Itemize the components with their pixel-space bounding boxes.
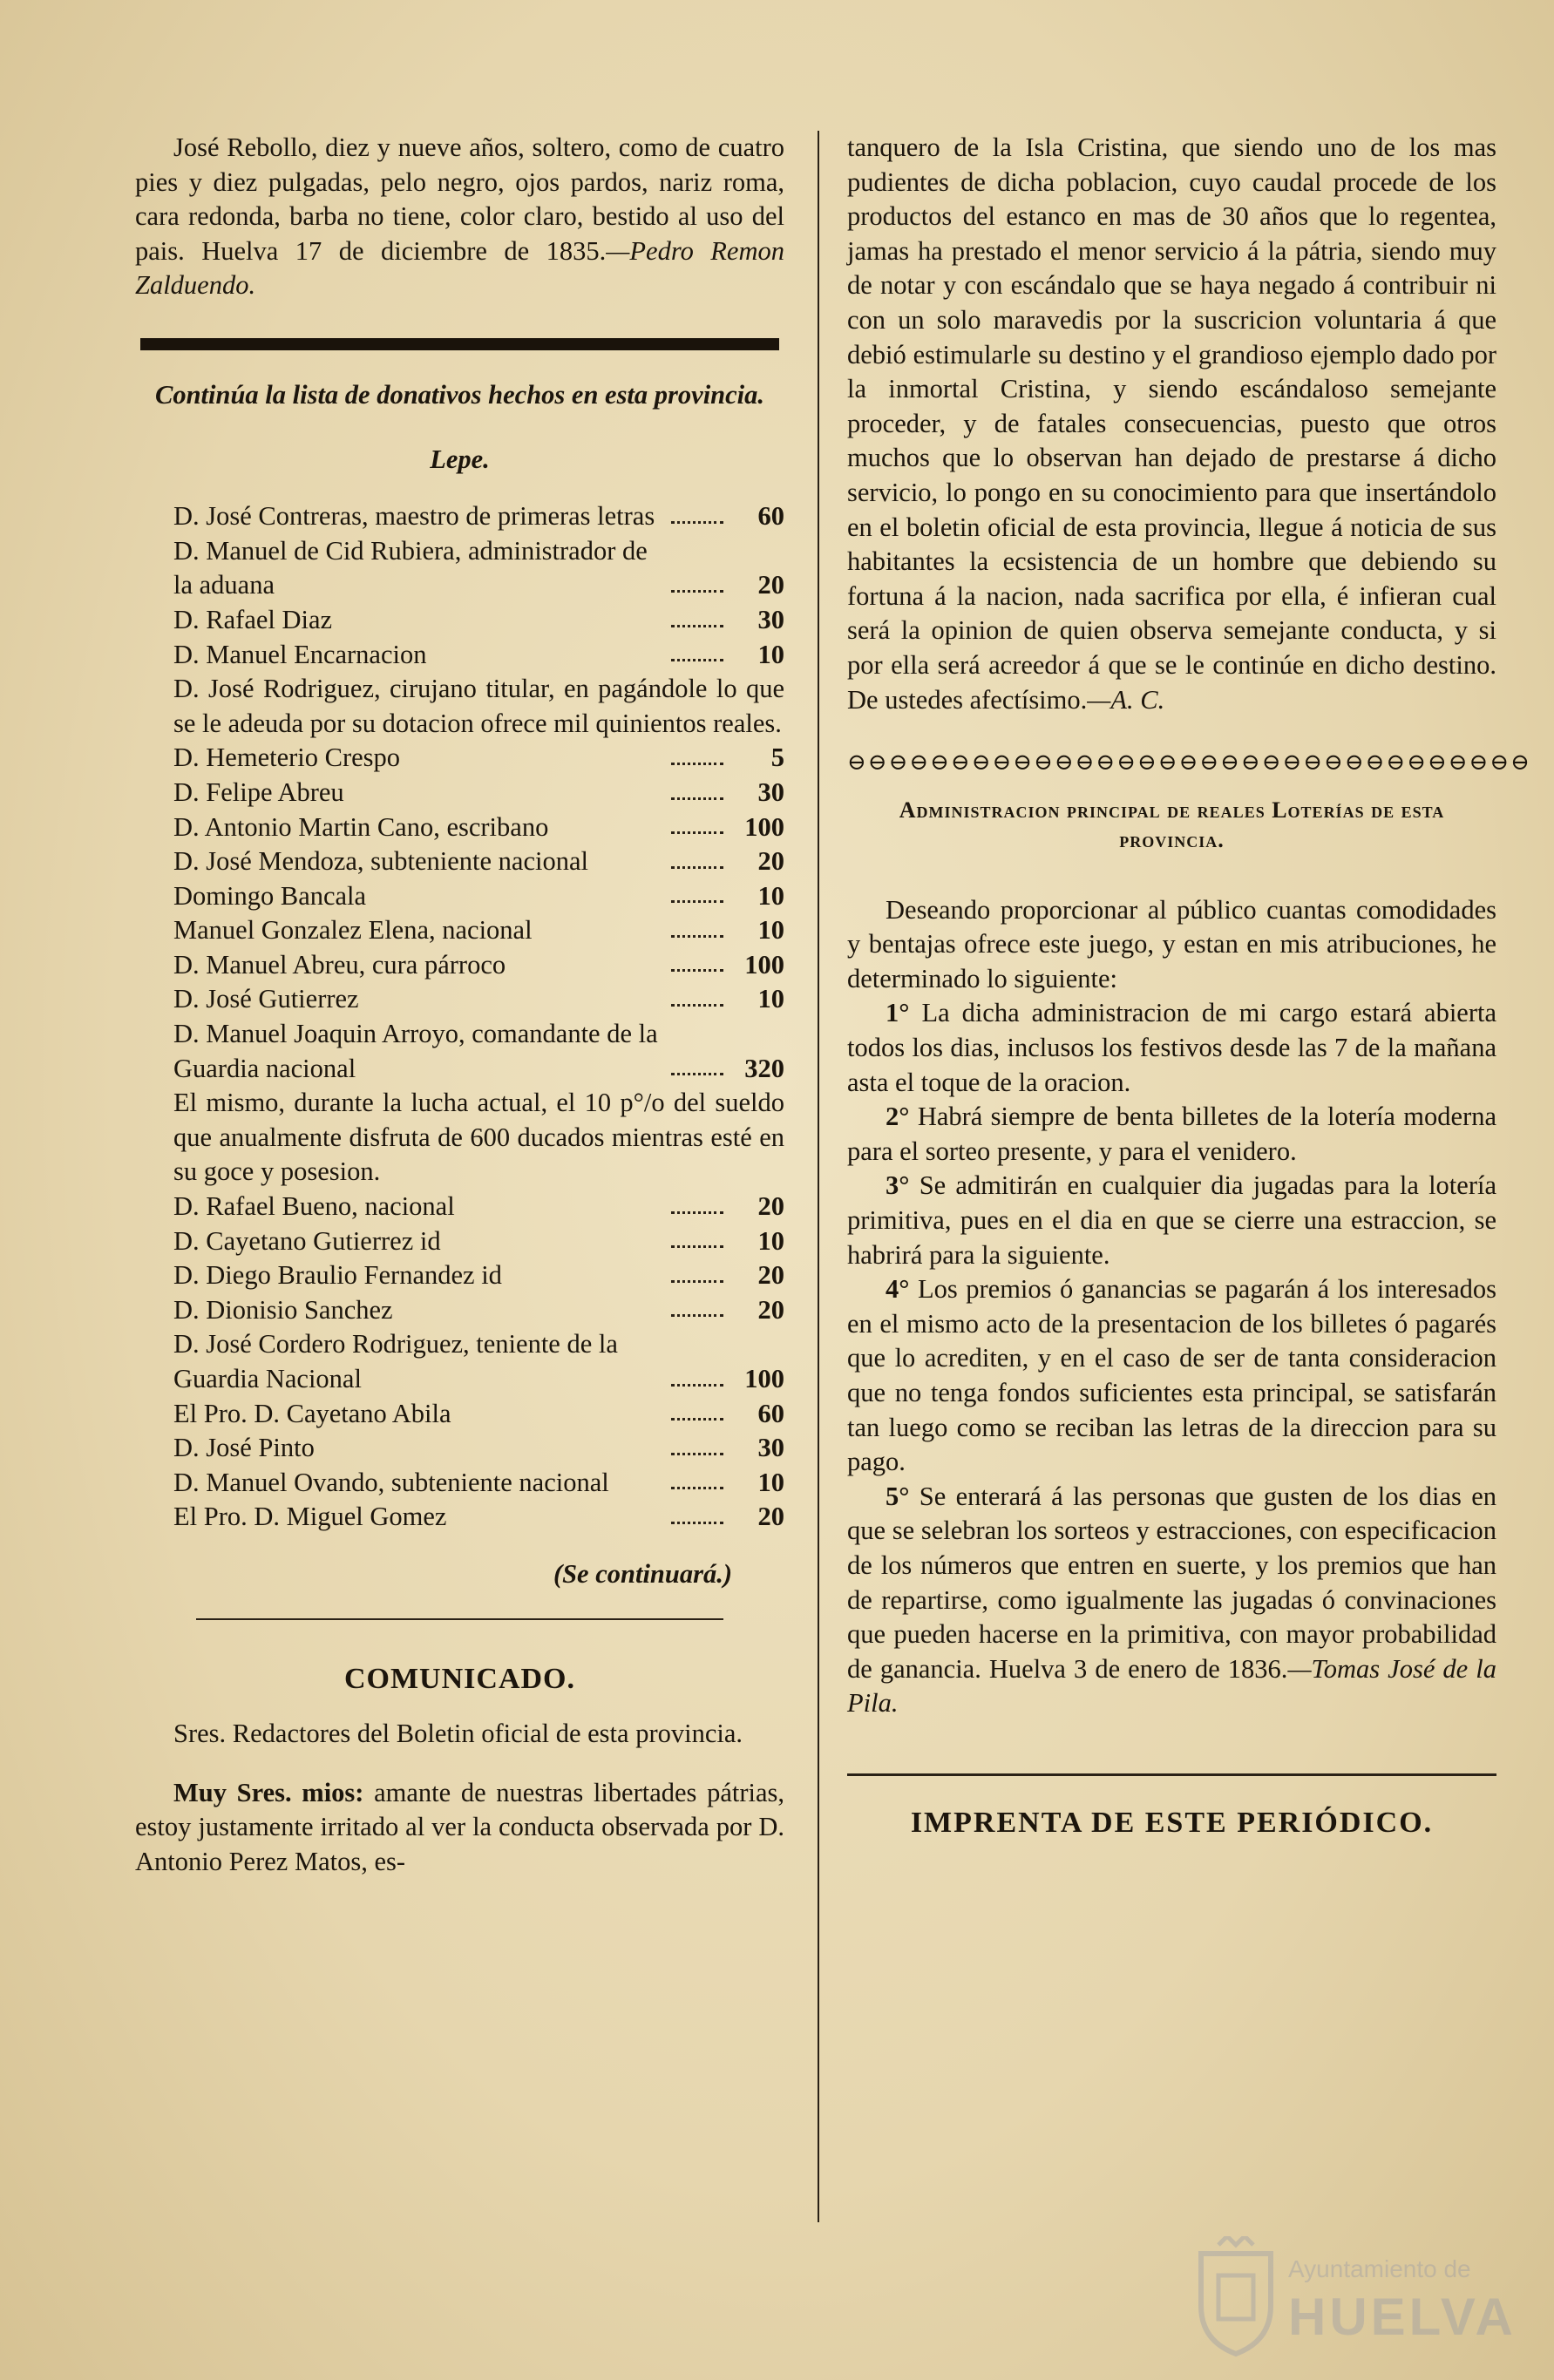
leader-dots bbox=[671, 1409, 723, 1421]
leader-dots bbox=[671, 926, 723, 938]
donation-amount: 20 bbox=[757, 570, 784, 600]
column-divider bbox=[818, 131, 819, 2222]
leader-dots bbox=[671, 1478, 723, 1489]
lottery-admin-title: Administracion principal de reales Loterías de esta provincia. bbox=[899, 797, 1445, 852]
letter-continuation bbox=[847, 131, 1496, 717]
donor-name: D. Diego Braulio Fernandez id bbox=[173, 1260, 502, 1291]
leader-dots bbox=[671, 1444, 723, 1455]
donor-name: D. José Cordero Rodriguez, teniente de la Guardia Nacional bbox=[173, 1329, 618, 1393]
letter-lead: Muy Sres. mios: bbox=[173, 1777, 364, 1807]
left-column bbox=[135, 131, 784, 1880]
donor-name: D. Manuel Joaquin Arroyo, comandante de la Guardia nacional bbox=[173, 1019, 658, 1083]
donor-name: El Pro. D. Cayetano Abila bbox=[173, 1398, 451, 1428]
lottery-item-number: 1° bbox=[886, 998, 910, 1028]
lottery-item-number: 4° bbox=[886, 1274, 910, 1305]
leader-dots bbox=[671, 1271, 723, 1283]
donor-name: El Pro. D. Miguel Gomez bbox=[173, 1502, 447, 1532]
comunicado-title: COMUNICADO. bbox=[343, 1662, 576, 1695]
leader-dots bbox=[671, 858, 723, 869]
lottery-item-text: Habrá siempre de benta billetes de la lotería moderna para el sorteo presente, y para el venidero. bbox=[847, 1102, 1497, 1166]
watermark-top-text: Ayuntamiento de bbox=[1288, 2255, 1471, 2282]
coat-of-arms-icon bbox=[1192, 2236, 1279, 2358]
donation-row bbox=[135, 1327, 784, 1396]
donation-amount: 10 bbox=[757, 639, 784, 669]
donor-name: D. Manuel Ovando, subteniente nacional bbox=[173, 1467, 609, 1497]
donation-row bbox=[135, 913, 784, 948]
donation-amount: 320 bbox=[744, 1053, 784, 1083]
donor-name: D. José Contreras, maestro de primeras letras bbox=[173, 501, 655, 532]
intro-text: José Rebollo, diez y nueve años, soltero, como de cuatro pies y diez pulgadas, pelo negro, ojos pardos, nariz roma, cara redonda, barba no tiene, color claro, bestido al uso del pais. Huelva 17 de diciembre de 1835. bbox=[135, 132, 784, 266]
donor-name: El mismo, durante la lucha actual, el 10 p°/o del sueldo que anualmente disfruta de 600 ducados mientras esté en su goce y posesion. bbox=[173, 1088, 784, 1187]
lottery-item bbox=[847, 1272, 1496, 1480]
lottery-item-text: Los premios ó ganancias se pagarán á los interesados en el mismo acto de la presentacion de los billetes ó pagarés que lo acrediten, y en el caso de ser de tanta consideracion que no tenga fondos suficientes esta principal, se satisfarán tan luego como se reciban las letras de la direccion para su pago. bbox=[847, 1274, 1496, 1477]
donation-amount: 60 bbox=[757, 1398, 784, 1428]
donation-row bbox=[135, 844, 784, 879]
donor-name: D. José Rodriguez, cirujano titular, en pagándole lo que se le adeuda por su dotacion ofrece mil quinientos reales. bbox=[173, 674, 784, 738]
donor-name: D. Manuel Abreu, cura párroco bbox=[173, 949, 506, 980]
leader-dots bbox=[671, 892, 723, 903]
donation-amount: 60 bbox=[757, 501, 784, 532]
donation-row bbox=[135, 499, 784, 534]
donation-amount: 10 bbox=[757, 1225, 784, 1256]
donor-name: D. Manuel Encarnacion bbox=[173, 639, 427, 669]
donation-amount: 100 bbox=[744, 949, 784, 980]
town-heading: Lepe. bbox=[430, 444, 490, 474]
donations-title: Continúa la lista de donativos hechos en esta provincia. bbox=[154, 379, 765, 410]
lottery-item-number: 2° bbox=[886, 1102, 910, 1132]
donation-amount: 30 bbox=[757, 776, 784, 807]
donation-row bbox=[135, 776, 784, 810]
letter-start-text: amante de nuestras libertades pátrias, estoy justamente irritado al ver la conducta observada por D. Antonio Perez Matos, es- bbox=[135, 1777, 785, 1876]
donation-amount: 5 bbox=[770, 742, 784, 773]
leader-dots bbox=[671, 1305, 723, 1317]
donation-row bbox=[135, 1086, 784, 1190]
lottery-item bbox=[847, 1169, 1496, 1272]
donor-name: D. José Pinto bbox=[173, 1433, 315, 1463]
leader-dots bbox=[671, 1513, 723, 1524]
thin-divider bbox=[196, 1618, 723, 1620]
donation-row bbox=[135, 638, 784, 673]
donation-amount: 30 bbox=[757, 1433, 784, 1463]
donation-row bbox=[135, 741, 784, 776]
intro-signature: —Pedro Remon Zalduendo. bbox=[135, 235, 784, 301]
donor-name: Manuel Gonzalez Elena, nacional bbox=[173, 915, 533, 946]
leader-dots bbox=[671, 1375, 723, 1387]
donor-name: D. Rafael Diaz bbox=[173, 604, 333, 634]
letter-signature: —A. C. bbox=[1087, 684, 1165, 715]
donation-row bbox=[135, 1224, 784, 1259]
donation-amount: 10 bbox=[757, 915, 784, 946]
donor-name: D. Rafael Bueno, nacional bbox=[173, 1191, 455, 1222]
donor-name: D. Antonio Martin Cano, escribano bbox=[173, 811, 549, 842]
donation-amount: 10 bbox=[757, 984, 784, 1014]
donation-amount: 10 bbox=[757, 1467, 784, 1497]
salutation: Sres. Redactores del Boletin oficial de esta provincia. bbox=[173, 1719, 743, 1749]
donation-amount: 20 bbox=[757, 1294, 784, 1325]
city-logo-watermark bbox=[1192, 2236, 1517, 2367]
donation-amount: 20 bbox=[757, 1502, 784, 1532]
donor-name: D. Cayetano Gutierrez id bbox=[173, 1225, 441, 1256]
watermark-bottom-text: HUELVA bbox=[1288, 2288, 1517, 2346]
leader-dots bbox=[671, 1203, 723, 1214]
donation-row bbox=[135, 1500, 784, 1535]
lottery-items bbox=[847, 996, 1496, 1720]
donation-amount: 10 bbox=[757, 880, 784, 911]
donation-row bbox=[135, 603, 784, 638]
leader-dots bbox=[671, 1064, 723, 1075]
donation-amount: 30 bbox=[757, 604, 784, 634]
donor-name: D. Manuel de Cid Rubiera, administrador de la aduana bbox=[173, 535, 648, 600]
lottery-item bbox=[847, 1480, 1496, 1721]
donation-row bbox=[135, 1190, 784, 1224]
letter-start bbox=[135, 1776, 784, 1880]
donor-name: Domingo Bancala bbox=[173, 880, 367, 911]
leader-dots bbox=[671, 995, 723, 1007]
donation-row bbox=[135, 1397, 784, 1432]
section-divider bbox=[140, 338, 779, 350]
donor-name: D. Dionisio Sanchez bbox=[173, 1294, 393, 1325]
donation-row bbox=[135, 534, 784, 603]
donation-amount: 100 bbox=[744, 811, 784, 842]
leader-dots bbox=[671, 754, 723, 765]
donation-row bbox=[135, 879, 784, 914]
leader-dots bbox=[671, 823, 723, 834]
donor-name: D. José Mendoza, subteniente nacional bbox=[173, 846, 588, 877]
lottery-item bbox=[847, 996, 1496, 1100]
donation-row bbox=[135, 1293, 784, 1328]
imprint-line: IMPRENTA DE ESTE PERIÓDICO. bbox=[910, 1806, 1434, 1839]
leader-dots bbox=[671, 1237, 723, 1248]
leader-dots bbox=[671, 616, 723, 627]
person-description bbox=[135, 131, 784, 303]
donation-amount: 20 bbox=[757, 1260, 784, 1291]
donation-row bbox=[135, 1466, 784, 1501]
donation-amount: 20 bbox=[757, 1191, 784, 1222]
lottery-item bbox=[847, 1100, 1496, 1169]
donation-amount: 20 bbox=[757, 846, 784, 877]
donation-amount: 100 bbox=[744, 1364, 784, 1393]
donor-name: D. Felipe Abreu bbox=[173, 776, 344, 807]
leader-dots bbox=[671, 650, 723, 661]
donation-row bbox=[135, 672, 784, 741]
donation-row bbox=[135, 948, 784, 983]
imprint-divider bbox=[847, 1773, 1496, 1776]
right-column bbox=[847, 131, 1531, 1870]
lottery-item-number: 3° bbox=[886, 1170, 910, 1201]
leader-dots bbox=[671, 960, 723, 972]
lottery-item-text: Se admitirán en cualquier dia jugadas para la lotería primitiva, pues en el dia en que se cierre una estraccion, se habrirá para la siguiente. bbox=[847, 1170, 1496, 1270]
donation-row bbox=[135, 810, 784, 845]
to-be-continued: (Se continuará.) bbox=[553, 1558, 732, 1589]
donation-row bbox=[135, 1431, 784, 1466]
leader-dots bbox=[671, 512, 723, 524]
letter-continuation-text: tanquero de la Isla Cristina, que siendo uno de los mas pudientes de dicha poblacion, cuyo caudal procede de los productos del estanco en mas de 30 años que lo regentea, jamas ha prestado el menor servicio á la pátria, siendo muy de notar y con escándalo que se haya negado á contribuir ni con un solo maravedis por la suscricion voluntaria á que debió estimularle su destino y el grandioso ejemplo dado por la inmortal Cristina, y siendo escándaloso semejante proceder, y de fatales consecuencias, puesto que otros muchos que lo observan han dejado de prestarse á dicho servicio, lo pongo en su conocimiento para que insertándolo en el boletin oficial de esta provincia, llegue á noticia de sus habitantes la ecsistencia de un hombre que debiendo su fortuna á la nacion, nada sacrifica por ella, é infieran cual será la opinion de quien observa semejante conducta, y si por ella será acreedor á que se le continúe en dicho destino. De ustedes afectísimo. bbox=[847, 132, 1496, 715]
donation-row bbox=[135, 1258, 784, 1293]
leader-dots bbox=[671, 581, 723, 593]
lottery-item-text: Se enterará á las personas que gusten de los dias en que se selebran los sorteos y estracciones, con especificacion de los números que entren en suerte, y los premios que han de repartirse, como igualmente las jugadas ó convinaciones que pueden hacerse en la primitiva, con mayor probabilidad de ganancia. Huelva 3 de enero de 1836. bbox=[847, 1481, 1496, 1684]
donation-list bbox=[135, 499, 784, 1535]
lottery-intro: Deseando proporcionar al público cuantas comodidades y bentajas ofrece este juego, y estan en mis atribuciones, he determinado lo siguiente: bbox=[847, 894, 1496, 993]
donation-row bbox=[135, 982, 784, 1017]
lottery-item-text: La dicha administracion de mi cargo estará abierta todos los dias, inclusos los festivos desde las 7 de la mañana asta el toque de la oracion. bbox=[847, 998, 1497, 1097]
ornament-divider: ⊖⊖⊖⊖⊖⊖⊖⊖⊖⊖⊖⊖⊖⊖⊖⊖⊖⊖⊖⊖⊖⊖⊖⊖⊖⊖⊖⊖⊖⊖⊖⊖⊖ bbox=[847, 749, 1531, 776]
donor-name: D. Hemeterio Crespo bbox=[173, 742, 401, 773]
lottery-item-number: 5° bbox=[886, 1481, 910, 1511]
donor-name: D. José Gutierrez bbox=[173, 984, 359, 1014]
lottery-signature: —Tomas José de la Pila. bbox=[847, 1653, 1496, 1719]
donation-row bbox=[135, 1017, 784, 1086]
leader-dots bbox=[671, 789, 723, 800]
